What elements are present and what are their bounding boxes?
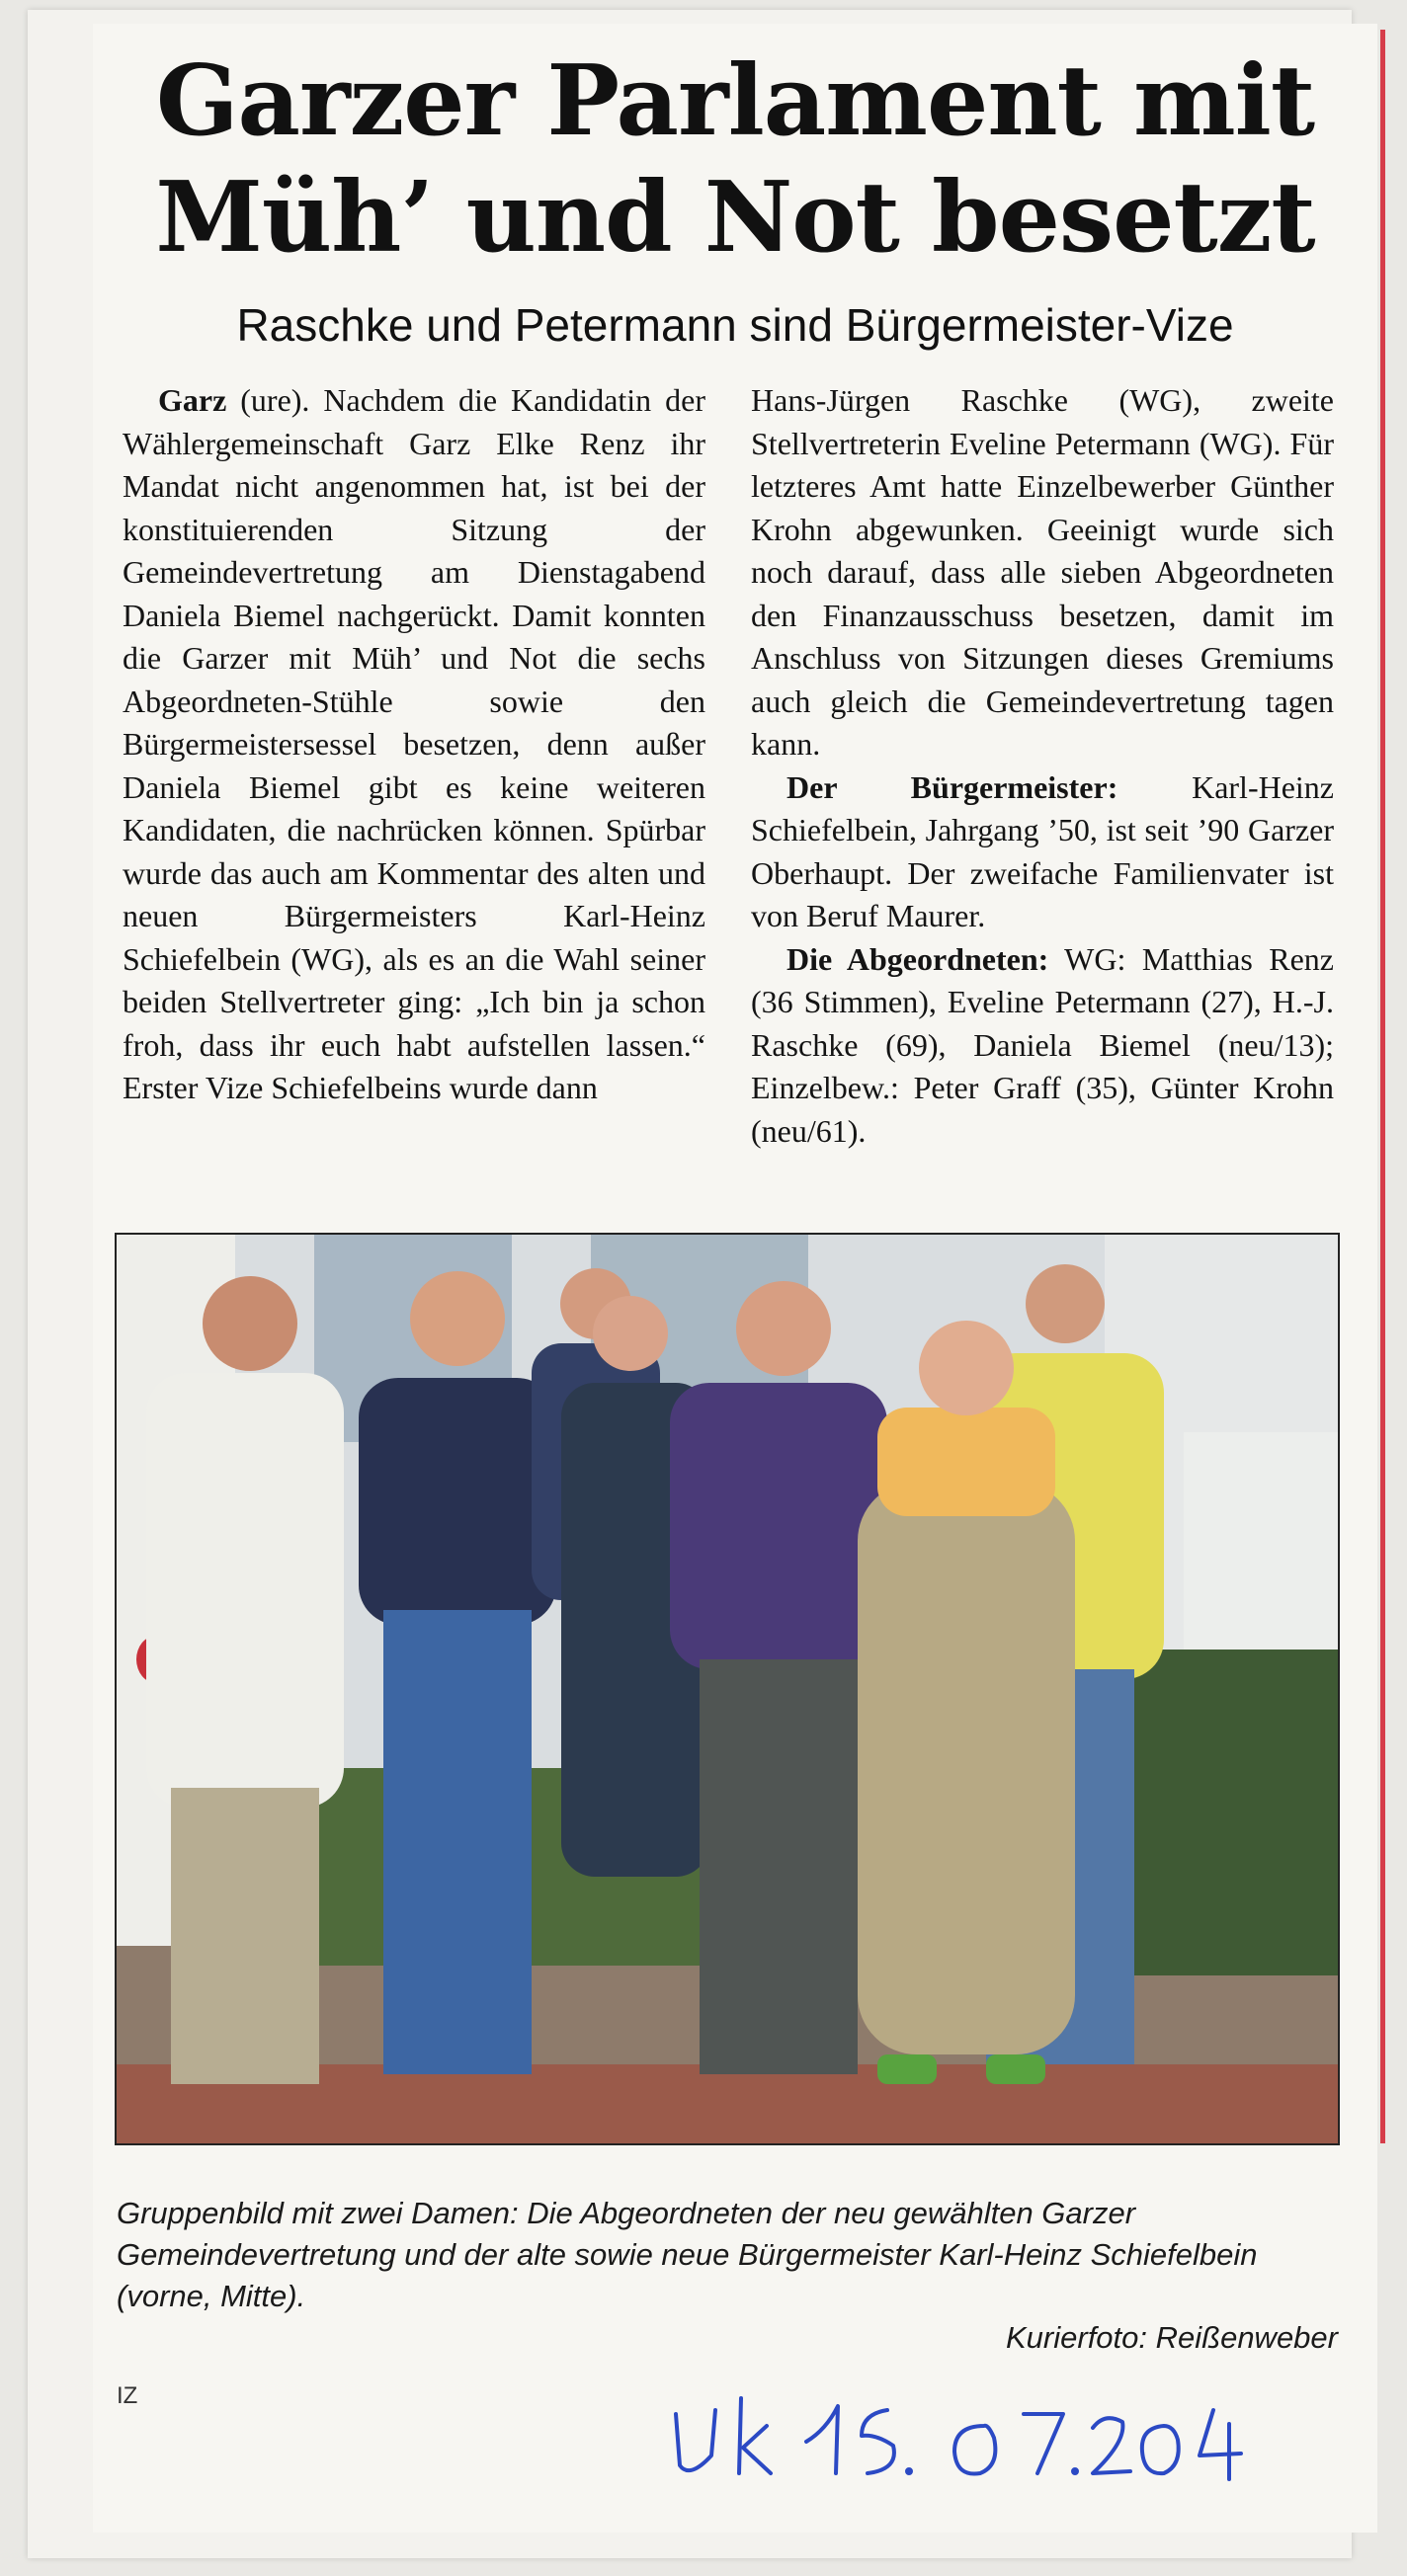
article-column-right <box>751 379 1334 1153</box>
paragraph-text: WG: Matthias Renz (36 Stimmen), Eveline Petermann (27), H.-J. Raschke (69), Daniela Biemel (neu/13); Einzelbew.: Peter Graff (35), Günter Krohn (neu/61). <box>751 940 1335 1149</box>
section-heading-mayor: Der Bürgermeister: <box>786 768 1118 805</box>
paragraph-text: Karl-Heinz Schiefelbein, Jahrgang ’50, ist seit ’90 Garzer Oberhaupt. Der zweifache Familienvater ist von Beruf Maurer. <box>751 768 1334 933</box>
paragraph <box>123 379 705 1110</box>
headline <box>93 43 1377 277</box>
person-7 <box>858 1321 1075 2084</box>
dateline: Garz <box>158 382 227 418</box>
group-photo <box>115 1233 1340 2145</box>
paragraph-text: (ure). Nachdem die Kandidatin der Wählergemeinschaft Garz Elke Renz ihr Mandat nicht angenommen hat, ist bei der konstituierenden Sitzung der Gemeindevertretung am Dienstagabend Daniela Biemel nachgerückt. Damit konnten die Garzer mit Müh’ und Not die sechs Abgeordneten-Stühle sowie den Bürgermeistersessel besetzen, denn außer Daniela Biemel gibt es keine weiteren Kandidaten, die nachrücken können. Spürbar wurde das auch am Kommentar des alten und neuen Bürgermeisters Karl-Heinz Schiefelbein (WG), als es an die Wahl seiner beiden Stellvertreter ging: „Ich bin ja schon froh, dass ihr euch habt aufstellen lassen.“ Erster Vize Schiefelbeins wurde dann <box>123 382 705 1105</box>
headline-line-1: Garzer Parlament mit <box>155 44 1315 158</box>
article-column-left <box>123 379 705 1110</box>
photo-credit-line <box>117 2317 1338 2359</box>
page-marker: IZ <box>117 2382 138 2409</box>
section-heading-delegates: Die Abgeordneten: <box>786 940 1049 977</box>
subheadline: Raschke und Petermann sind Bürgermeister-Vize <box>236 299 1234 351</box>
group-photo-illustration <box>117 1235 1338 2143</box>
headline-line-2: Müh’ und Not besetzt <box>155 161 1315 275</box>
person-5 <box>670 1281 887 2074</box>
person-1 <box>146 1276 344 2084</box>
paragraph-text: Hans-Jürgen Raschke (WG), zweite Stellvertreterin Eveline Petermann (WG). Für letzteres Amt hatte Einzelbewerber Günther Krohn abgewunken. Geeinigt wurde sich noch darauf, dass alle sieben Abgeordneten den Finanzausschuss besetzen, damit im Anschluss von Sitzungen dieses Gremiums auch gleich die Gemeindevertretung tagen kann. <box>751 382 1334 762</box>
photo-caption <box>117 2193 1338 2359</box>
newspaper-clipping <box>93 24 1377 2533</box>
photo-credit: Kurierfoto: Reißenweber <box>1006 2320 1338 2355</box>
handwritten-date-stamp <box>658 2371 1271 2489</box>
paragraph <box>751 938 1334 1154</box>
caption-text: Gruppenbild mit zwei Damen: Die Abgeordneten der neu gewählten Garzer Gemeindevertretung und der alte sowie neue Bürgermeister Karl-Heinz Schiefelbein (vorne, Mitte). <box>117 2196 1258 2313</box>
page-edge-red-line <box>1380 30 1385 2143</box>
paragraph <box>751 766 1334 938</box>
person-2 <box>359 1271 556 2074</box>
